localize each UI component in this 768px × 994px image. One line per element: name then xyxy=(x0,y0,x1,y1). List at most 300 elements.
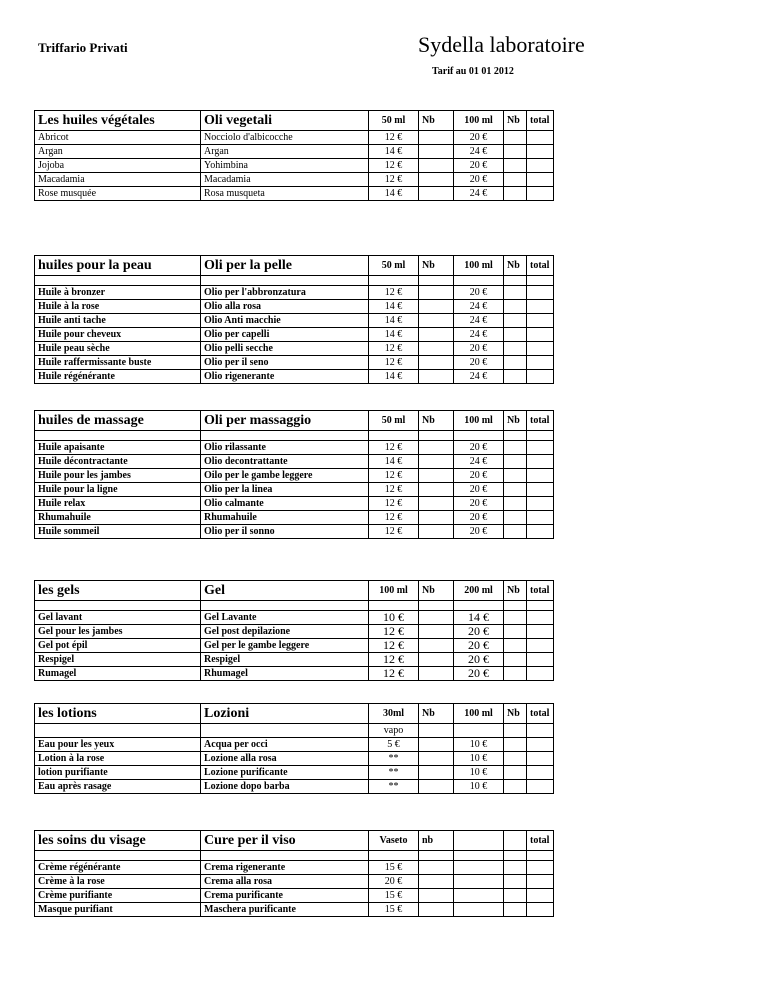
product-name-it: Olio Anti macchie xyxy=(201,314,369,328)
qty-input-1[interactable] xyxy=(419,639,454,653)
price-size-1: 12 € xyxy=(369,131,419,145)
qty-input-1[interactable] xyxy=(419,300,454,314)
qty-input-1[interactable] xyxy=(419,780,454,794)
qty-input-2[interactable] xyxy=(504,314,527,328)
qty-input-1[interactable] xyxy=(419,342,454,356)
price-size-1: 12 € xyxy=(369,173,419,187)
price-size-1: 12 € xyxy=(369,625,419,639)
empty-cell xyxy=(419,601,454,611)
section-title-it: Oli per la pelle xyxy=(201,256,369,276)
line-total[interactable] xyxy=(527,286,554,300)
empty-cell xyxy=(419,431,454,441)
line-total[interactable] xyxy=(527,861,554,875)
line-total[interactable] xyxy=(527,625,554,639)
product-row xyxy=(35,483,554,497)
empty-cell xyxy=(419,724,454,738)
size-col-1-header: Vaseto xyxy=(369,831,419,851)
qty-input-2[interactable] xyxy=(504,653,527,667)
section-header-row xyxy=(35,111,554,131)
product-name-it: Crema alla rosa xyxy=(201,875,369,889)
price-size-2: 20 € xyxy=(454,483,504,497)
product-name-fr: Huile anti tache xyxy=(35,314,201,328)
tariff-date: Tarif au 01 01 2012 xyxy=(432,66,514,77)
product-name-it: Respigel xyxy=(201,653,369,667)
qty-input-2[interactable] xyxy=(504,131,527,145)
empty-cell xyxy=(201,431,369,441)
product-name-it: Olio rigenerante xyxy=(201,370,369,384)
qty-input-1[interactable] xyxy=(419,356,454,370)
qty-input-1[interactable] xyxy=(419,370,454,384)
product-name-fr: Huile raffermissante buste xyxy=(35,356,201,370)
product-name-it: Oilo per le gambe leggere xyxy=(201,469,369,483)
price-size-1: ** xyxy=(369,766,419,780)
section-title-it: Oli vegetali xyxy=(201,111,369,131)
line-total[interactable] xyxy=(527,889,554,903)
product-name-fr: Macadamia xyxy=(35,173,201,187)
line-total[interactable] xyxy=(527,314,554,328)
section-visage xyxy=(34,830,554,917)
qty-input-2[interactable] xyxy=(504,370,527,384)
product-name-fr: Crème purifiante xyxy=(35,889,201,903)
price-size-2: 20 € xyxy=(454,159,504,173)
product-row xyxy=(35,653,554,667)
price-size-2: 20 € xyxy=(454,286,504,300)
price-size-1: 10 € xyxy=(369,611,419,625)
empty-cell xyxy=(527,601,554,611)
qty-input-1[interactable] xyxy=(419,483,454,497)
qty-input-2[interactable] xyxy=(504,738,527,752)
price-size-2 xyxy=(454,903,504,917)
empty-cell xyxy=(419,851,454,861)
product-row xyxy=(35,300,554,314)
product-name-it: Crema rigenerante xyxy=(201,861,369,875)
price-size-2: 24 € xyxy=(454,370,504,384)
product-name-it: Gel Lavante xyxy=(201,611,369,625)
product-name-it: Maschera purificante xyxy=(201,903,369,917)
price-size-2 xyxy=(454,875,504,889)
line-total[interactable] xyxy=(527,497,554,511)
empty-cell xyxy=(504,431,527,441)
qty-input-1[interactable] xyxy=(419,145,454,159)
size-col-2-header: 200 ml xyxy=(454,581,504,601)
empty-cell xyxy=(369,431,419,441)
empty-cell xyxy=(35,724,201,738)
line-total[interactable] xyxy=(527,441,554,455)
product-name-fr: Crème à la rose xyxy=(35,875,201,889)
price-size-2: 20 € xyxy=(454,653,504,667)
qty-input-2[interactable] xyxy=(504,145,527,159)
line-total[interactable] xyxy=(527,483,554,497)
product-name-fr: Huile sommeil xyxy=(35,525,201,539)
size-col-1-header: 50 ml xyxy=(369,411,419,431)
price-size-2: 10 € xyxy=(454,752,504,766)
product-name-it: Lozione purificante xyxy=(201,766,369,780)
qty-input-2[interactable] xyxy=(504,159,527,173)
price-size-1: 20 € xyxy=(369,875,419,889)
qty-input-2[interactable] xyxy=(504,766,527,780)
qty-col-2-header: Nb xyxy=(504,111,527,131)
product-name-fr: Huile régénérante xyxy=(35,370,201,384)
product-name-it: Macadamia xyxy=(201,173,369,187)
line-total[interactable] xyxy=(527,511,554,525)
size-col-2-header: 100 ml xyxy=(454,704,504,724)
price-size-2: 14 € xyxy=(454,611,504,625)
product-name-fr: Huile pour les jambes xyxy=(35,469,201,483)
empty-cell xyxy=(201,276,369,286)
product-name-it: Rosa musqueta xyxy=(201,187,369,201)
qty-input-2[interactable] xyxy=(504,667,527,681)
qty-input-2[interactable] xyxy=(504,511,527,525)
qty-col-2-header: Nb xyxy=(504,411,527,431)
total-col-header: total xyxy=(527,111,554,131)
qty-input-1[interactable] xyxy=(419,328,454,342)
product-row xyxy=(35,903,554,917)
product-name-it: Nocciolo d'albicocche xyxy=(201,131,369,145)
qty-col-1-header: Nb xyxy=(419,111,454,131)
qty-input-1[interactable] xyxy=(419,511,454,525)
section-title-fr: Les huiles végétales xyxy=(35,111,201,131)
product-name-it: Olio per il sonno xyxy=(201,525,369,539)
line-total[interactable] xyxy=(527,370,554,384)
empty-cell xyxy=(201,724,369,738)
price-size-2: 20 € xyxy=(454,342,504,356)
product-row xyxy=(35,469,554,483)
product-name-fr: Respigel xyxy=(35,653,201,667)
qty-input-1[interactable] xyxy=(419,738,454,752)
price-size-1: 12 € xyxy=(369,511,419,525)
price-size-2 xyxy=(454,889,504,903)
size-col-2-header: 100 ml xyxy=(454,111,504,131)
qty-col-1-header: Nb xyxy=(419,256,454,276)
line-total[interactable] xyxy=(527,525,554,539)
product-row xyxy=(35,328,554,342)
qty-input-2[interactable] xyxy=(504,525,527,539)
product-row xyxy=(35,497,554,511)
line-total[interactable] xyxy=(527,780,554,794)
qty-input-2[interactable] xyxy=(504,173,527,187)
product-row xyxy=(35,159,554,173)
line-total[interactable] xyxy=(527,159,554,173)
price-size-2: 20 € xyxy=(454,525,504,539)
qty-col-1-header: Nb xyxy=(419,581,454,601)
product-row xyxy=(35,525,554,539)
qty-input-1[interactable] xyxy=(419,861,454,875)
qty-input-1[interactable] xyxy=(419,286,454,300)
qty-input-1[interactable] xyxy=(419,611,454,625)
qty-input-2[interactable] xyxy=(504,342,527,356)
qty-input-1[interactable] xyxy=(419,173,454,187)
product-row xyxy=(35,187,554,201)
qty-input-2[interactable] xyxy=(504,889,527,903)
empty-cell xyxy=(504,276,527,286)
price-size-1: 12 € xyxy=(369,639,419,653)
product-row xyxy=(35,738,554,752)
price-size-2: 20 € xyxy=(454,131,504,145)
section-vegetales xyxy=(34,110,554,201)
section-sub-row xyxy=(35,724,554,738)
product-name-fr: Huile apaisante xyxy=(35,441,201,455)
brand-title: Sydella laboratoire xyxy=(418,32,585,57)
qty-input-2[interactable] xyxy=(504,752,527,766)
empty-cell xyxy=(527,724,554,738)
price-size-2: 20 € xyxy=(454,356,504,370)
client-label: Triffario Privati xyxy=(38,40,128,55)
price-size-2: 20 € xyxy=(454,511,504,525)
qty-input-1[interactable] xyxy=(419,441,454,455)
product-name-fr: lotion purifiante xyxy=(35,766,201,780)
line-total[interactable] xyxy=(527,903,554,917)
qty-input-2[interactable] xyxy=(504,286,527,300)
empty-cell xyxy=(369,276,419,286)
empty-cell xyxy=(201,851,369,861)
product-row xyxy=(35,861,554,875)
qty-input-2[interactable] xyxy=(504,441,527,455)
product-row xyxy=(35,370,554,384)
price-size-2 xyxy=(454,861,504,875)
qty-input-2[interactable] xyxy=(504,497,527,511)
product-name-it: Olio per capelli xyxy=(201,328,369,342)
price-size-1: 14 € xyxy=(369,370,419,384)
price-size-1: 12 € xyxy=(369,356,419,370)
product-name-it: Olio per l'abbronzatura xyxy=(201,286,369,300)
product-name-it: Olio alla rosa xyxy=(201,300,369,314)
size-col-1-header: 100 ml xyxy=(369,581,419,601)
section-title-it: Cure per il viso xyxy=(201,831,369,851)
qty-input-2[interactable] xyxy=(504,187,527,201)
product-name-fr: Argan xyxy=(35,145,201,159)
product-row xyxy=(35,875,554,889)
price-size-2: 24 € xyxy=(454,187,504,201)
section-sub-row xyxy=(35,601,554,611)
qty-input-2[interactable] xyxy=(504,328,527,342)
price-size-2: 24 € xyxy=(454,300,504,314)
product-name-it: Lozione dopo barba xyxy=(201,780,369,794)
price-size-2: 24 € xyxy=(454,314,504,328)
line-total[interactable] xyxy=(527,356,554,370)
line-total[interactable] xyxy=(527,639,554,653)
price-size-2: 20 € xyxy=(454,497,504,511)
qty-input-1[interactable] xyxy=(419,766,454,780)
qty-input-2[interactable] xyxy=(504,611,527,625)
section-header-row xyxy=(35,704,554,724)
qty-input-2[interactable] xyxy=(504,780,527,794)
price-size-1: 12 € xyxy=(369,483,419,497)
product-row xyxy=(35,173,554,187)
price-size-2: 24 € xyxy=(454,145,504,159)
qty-input-1[interactable] xyxy=(419,131,454,145)
product-name-it: Olio calmante xyxy=(201,497,369,511)
product-name-it: Olio per la linea xyxy=(201,483,369,497)
product-name-fr: Huile à bronzer xyxy=(35,286,201,300)
size-col-1-header: 50 ml xyxy=(369,111,419,131)
total-col-header: total xyxy=(527,704,554,724)
total-col-header: total xyxy=(527,581,554,601)
product-name-it: Acqua per occi xyxy=(201,738,369,752)
price-size-1: 12 € xyxy=(369,342,419,356)
total-col-header: total xyxy=(527,831,554,851)
qty-input-1[interactable] xyxy=(419,469,454,483)
qty-input-1[interactable] xyxy=(419,455,454,469)
price-size-2: 24 € xyxy=(454,328,504,342)
price-size-1: 12 € xyxy=(369,441,419,455)
product-name-fr: Masque purifiant xyxy=(35,903,201,917)
size-col-1-header: 50 ml xyxy=(369,256,419,276)
qty-input-2[interactable] xyxy=(504,455,527,469)
qty-input-1[interactable] xyxy=(419,653,454,667)
line-total[interactable] xyxy=(527,300,554,314)
product-name-it: Olio per il seno xyxy=(201,356,369,370)
line-total[interactable] xyxy=(527,342,554,356)
product-name-it: Olio decontrattante xyxy=(201,455,369,469)
qty-input-1[interactable] xyxy=(419,314,454,328)
product-row xyxy=(35,145,554,159)
product-name-it: Yohimbina xyxy=(201,159,369,173)
product-name-it: Olio rilassante xyxy=(201,441,369,455)
qty-col-1-header: Nb xyxy=(419,704,454,724)
price-size-1: 12 € xyxy=(369,286,419,300)
line-total[interactable] xyxy=(527,875,554,889)
section-header-row xyxy=(35,411,554,431)
product-row xyxy=(35,639,554,653)
price-size-1: 14 € xyxy=(369,455,419,469)
empty-cell xyxy=(369,601,419,611)
section-title-fr: huiles pour la peau xyxy=(35,256,201,276)
section-title-fr: les soins du visage xyxy=(35,831,201,851)
qty-input-1[interactable] xyxy=(419,625,454,639)
section-sub-row xyxy=(35,851,554,861)
qty-input-2[interactable] xyxy=(504,469,527,483)
line-total[interactable] xyxy=(527,145,554,159)
qty-input-1[interactable] xyxy=(419,752,454,766)
line-total[interactable] xyxy=(527,455,554,469)
product-row xyxy=(35,667,554,681)
vapo-label: vapo xyxy=(369,724,419,738)
price-size-2: 20 € xyxy=(454,625,504,639)
line-total[interactable] xyxy=(527,752,554,766)
qty-input-2[interactable] xyxy=(504,625,527,639)
section-sub-row xyxy=(35,431,554,441)
price-size-1: 12 € xyxy=(369,497,419,511)
product-row xyxy=(35,455,554,469)
section-title-fr: les gels xyxy=(35,581,201,601)
product-row xyxy=(35,766,554,780)
line-total[interactable] xyxy=(527,738,554,752)
line-total[interactable] xyxy=(527,667,554,681)
size-col-2-header: 100 ml xyxy=(454,256,504,276)
empty-cell xyxy=(454,276,504,286)
product-name-fr: Crème régénérante xyxy=(35,861,201,875)
price-size-1: 15 € xyxy=(369,889,419,903)
price-size-1: 15 € xyxy=(369,861,419,875)
empty-cell xyxy=(454,431,504,441)
qty-input-2[interactable] xyxy=(504,875,527,889)
product-name-fr: Rhumahuile xyxy=(35,511,201,525)
line-total[interactable] xyxy=(527,469,554,483)
price-size-1: 14 € xyxy=(369,328,419,342)
line-total[interactable] xyxy=(527,328,554,342)
qty-input-2[interactable] xyxy=(504,861,527,875)
price-size-1: 5 € xyxy=(369,738,419,752)
product-row xyxy=(35,511,554,525)
price-size-2: 10 € xyxy=(454,780,504,794)
product-row xyxy=(35,356,554,370)
qty-input-2[interactable] xyxy=(504,356,527,370)
price-size-1: 14 € xyxy=(369,300,419,314)
price-size-2: 20 € xyxy=(454,667,504,681)
product-name-fr: Huile à la rose xyxy=(35,300,201,314)
price-size-2: 24 € xyxy=(454,455,504,469)
qty-col-1-header: nb xyxy=(419,831,454,851)
qty-col-1-header: Nb xyxy=(419,411,454,431)
qty-input-1[interactable] xyxy=(419,497,454,511)
qty-input-2[interactable] xyxy=(504,639,527,653)
size-col-2-header: 100 ml xyxy=(454,411,504,431)
section-lotions xyxy=(34,703,554,794)
product-name-it: Lozione alla rosa xyxy=(201,752,369,766)
section-title-it: Gel xyxy=(201,581,369,601)
qty-input-2[interactable] xyxy=(504,483,527,497)
product-name-fr: Huile pour cheveux xyxy=(35,328,201,342)
qty-input-1[interactable] xyxy=(419,159,454,173)
product-name-it: Crema purificante xyxy=(201,889,369,903)
product-row xyxy=(35,131,554,145)
qty-input-1[interactable] xyxy=(419,903,454,917)
line-total[interactable] xyxy=(527,187,554,201)
empty-cell xyxy=(504,601,527,611)
section-header-row xyxy=(35,256,554,276)
section-title-it: Oli per massaggio xyxy=(201,411,369,431)
qty-input-2[interactable] xyxy=(504,903,527,917)
product-row xyxy=(35,752,554,766)
qty-input-1[interactable] xyxy=(419,889,454,903)
product-name-it: Argan xyxy=(201,145,369,159)
empty-cell xyxy=(454,724,504,738)
product-name-fr: Gel lavant xyxy=(35,611,201,625)
line-total[interactable] xyxy=(527,173,554,187)
price-size-2: 20 € xyxy=(454,469,504,483)
section-massage xyxy=(34,410,554,539)
section-header-row xyxy=(35,581,554,601)
qty-input-1[interactable] xyxy=(419,187,454,201)
empty-cell xyxy=(35,276,201,286)
qty-input-1[interactable] xyxy=(419,667,454,681)
qty-input-1[interactable] xyxy=(419,875,454,889)
product-name-fr: Eau pour les yeux xyxy=(35,738,201,752)
line-total[interactable] xyxy=(527,766,554,780)
qty-input-2[interactable] xyxy=(504,300,527,314)
qty-input-1[interactable] xyxy=(419,525,454,539)
price-size-2: 20 € xyxy=(454,639,504,653)
empty-cell xyxy=(419,276,454,286)
line-total[interactable] xyxy=(527,653,554,667)
price-size-1: ** xyxy=(369,780,419,794)
section-title-fr: huiles de massage xyxy=(35,411,201,431)
product-row xyxy=(35,889,554,903)
price-size-1: 12 € xyxy=(369,159,419,173)
section-gels xyxy=(34,580,554,681)
price-size-1: ** xyxy=(369,752,419,766)
qty-col-2-header: Nb xyxy=(504,704,527,724)
line-total[interactable] xyxy=(527,131,554,145)
price-size-2: 10 € xyxy=(454,766,504,780)
line-total[interactable] xyxy=(527,611,554,625)
product-name-it: Rhumahuile xyxy=(201,511,369,525)
qty-col-2-header: Nb xyxy=(504,581,527,601)
product-name-it: Gel post depilazione xyxy=(201,625,369,639)
product-name-fr: Rumagel xyxy=(35,667,201,681)
product-row xyxy=(35,441,554,455)
empty-cell xyxy=(454,601,504,611)
